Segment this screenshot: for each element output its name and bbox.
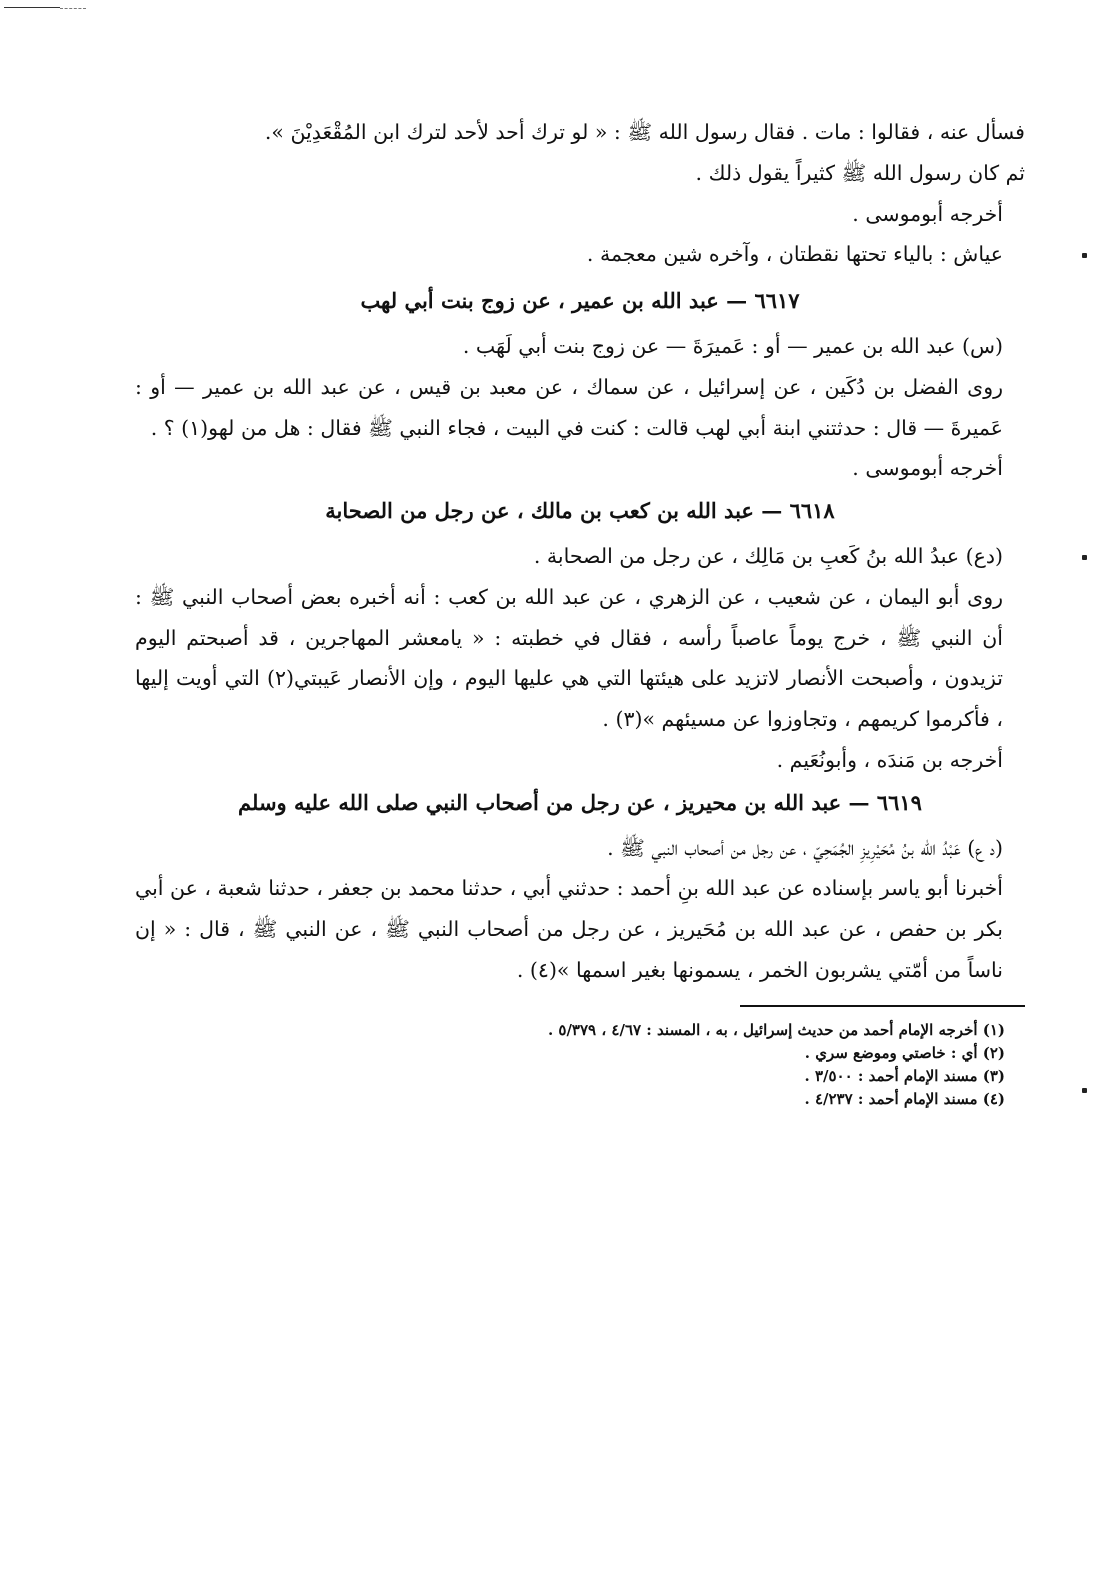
entry-line: (د ع) عَبْدُ الله بنُ مُحَيْرِيزِ الجُمَحِيّ ، عن رجل من أصحاب النبي ﷺ .	[607, 835, 1003, 860]
footnote-separator	[740, 1005, 1025, 1007]
entry-paragraph: روى الفضل بن دُكَين ، عن إسرائيل ، عن سماك ، عن معبد بن قيس ، عن عبد الله بن عمير — أو : عَميرةَ — قال : حدثتني ابنة أبي لهب قالت : كنت في البيت ، فجاء النبي ﷺ فقال : هل من لهو(١) ؟ .	[135, 374, 1003, 440]
body-text	[135, 112, 1025, 1111]
text-line: ثم كان رسول الله ﷺ كثيراً يقول ذلك .	[695, 160, 1025, 185]
text-line: عياش : بالياء تحتها نقطتان ، وآخره شين معجمة .	[586, 242, 1003, 267]
margin-dot	[1082, 253, 1087, 258]
scan-mark-dash	[60, 8, 86, 9]
entry-line: (دع) عبدُ الله بنُ كَعبِ بن مَالِك ، عن رجل من الصحابة .	[533, 543, 1003, 568]
entry-heading: ٦٦١٨ — عبد الله بن كعب بن مالك ، عن رجل من الصحابة	[325, 498, 835, 524]
footnotes	[135, 1019, 1025, 1111]
entry-heading: ٦٦١٧ — عبد الله بن عمير ، عن زوج بنت أبي لهب	[360, 288, 800, 314]
margin-dot	[1082, 555, 1087, 560]
text-line: فسأل عنه ، فقالوا : مات . فقال رسول الله ﷺ : « لو ترك أحد لأحد لترك ابن المُقْعَدِيْنَ ».	[264, 120, 1025, 144]
entry-paragraph: روى أبو اليمان ، عن شعيب ، عن الزهري ، عن عبد الله بن كعب : أنه أخبره بعض أصحاب النبي ﷺ : أن النبي ﷺ ، خرج يوماً عاصباً رأسه ، فقال في خطبته : « يامعشر المهاجرين ، قد أصبحتم اليوم تزيدون ، وأصبحت الأنصار لاتزيد على هيئتها التي هي عليها اليوم ، وإن الأنصار عَيبتي(٢) التي أويت إليها ، فأكرموا كريمهم ، وتجاوزوا عن مسيئهم »(٣) .	[135, 584, 1003, 732]
entry-paragraph: أخبرنا أبو ياسر بإسناده عن عبد الله بنِ أحمد : حدثني أبي ، حدثنا محمد بن جعفر ، حدثنا شعبة ، عن أبي بكر بن حفص ، عن عبد الله بن مُحَيريز ، عن رجل من أصحاب النبي ﷺ ، عن النبي ﷺ ، قال : « إن ناساً من أمّتي يشربون الخمر ، يسمونها بغير اسمها »(٤) .	[135, 876, 1003, 982]
entry-line: (س) عبد الله بن عمير — أو : عَميرَةَ — عن زوج بنت أبي لَهَب .	[462, 333, 1003, 358]
entry-heading: ٦٦١٩ — عبد الله بن محيريز ، عن رجل من أصحاب النبي صلى الله عليه وسلم	[238, 789, 922, 815]
scan-mark-line	[4, 7, 60, 8]
footnote: (٢) أي : خاصتي وموضع سري .	[804, 1043, 1005, 1062]
margin-dot	[1082, 1088, 1087, 1093]
entry-line: أخرجه أبوموسى .	[852, 456, 1003, 481]
text-line: أخرجه أبوموسى .	[852, 201, 1003, 226]
footnote: (١) أخرجه الإمام أحمد من حديث إسرائيل ، به ، المسند : ٤/٦٧ ، ٥/٣٧٩ .	[547, 1020, 1005, 1039]
footnote: (٣) مسند الإمام أحمد : ٣/٥٠٠ .	[804, 1066, 1005, 1085]
entry-line: أخرجه بن مَندَه ، وأبونُعَيم .	[776, 747, 1003, 772]
footnote: (٤) مسند الإمام أحمد : ٤/٢٣٧ .	[804, 1089, 1005, 1108]
